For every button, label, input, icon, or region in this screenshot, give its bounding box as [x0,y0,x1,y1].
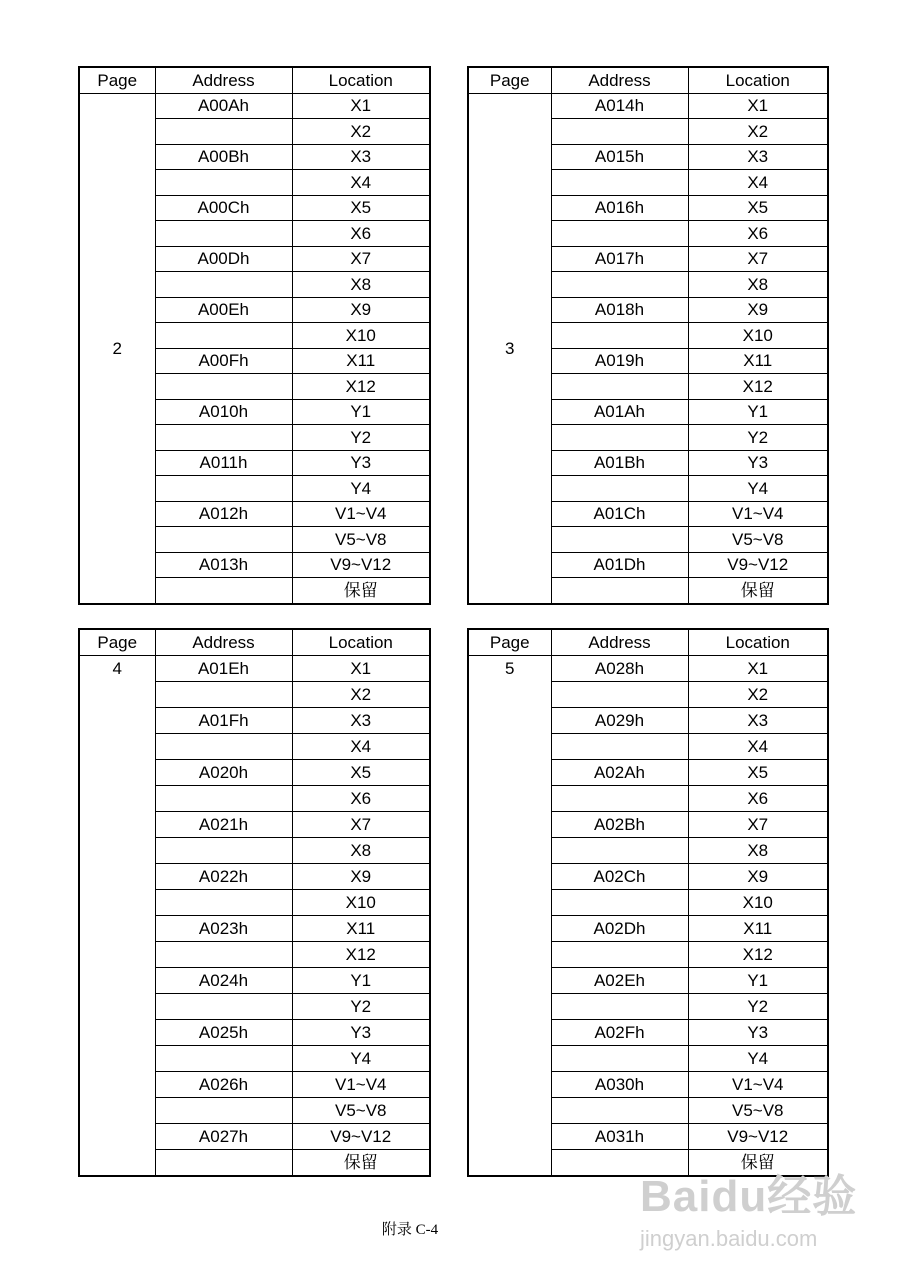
address-cell [155,578,292,604]
address-cell: A016h [551,195,688,221]
address-cell [155,527,292,553]
location-cell: X9 [292,297,430,323]
location-cell: 保留 [688,578,828,604]
location-cell: X6 [688,221,828,247]
address-cell [155,425,292,451]
address-cell [551,578,688,604]
location-cell: X10 [688,323,828,349]
location-cell: X1 [688,656,828,682]
address-cell [155,476,292,502]
location-cell: X8 [292,272,430,298]
location-cell: X9 [688,297,828,323]
location-cell: Y2 [292,993,430,1019]
location-cell: X3 [292,144,430,170]
address-cell: A011h [155,450,292,476]
page-number-cell: 2 [79,93,155,604]
address-cell [551,272,688,298]
col-header-location: Location [292,67,430,93]
page-number-cell: 5 [468,656,551,1177]
address-cell: A028h [551,656,688,682]
location-cell: Y2 [292,425,430,451]
address-cell: A02Dh [551,915,688,941]
address-cell [551,221,688,247]
address-cell [551,119,688,145]
location-cell: Y4 [292,476,430,502]
header-row [79,629,430,656]
address-cell: A026h [155,1071,292,1097]
address-cell: A025h [155,1019,292,1045]
address-cell: A013h [155,552,292,578]
col-header-address: Address [155,67,292,93]
location-cell: X7 [688,811,828,837]
address-cell: A01Dh [551,552,688,578]
location-cell: X7 [292,811,430,837]
location-cell: X7 [292,246,430,272]
address-cell [551,889,688,915]
address-cell [551,993,688,1019]
address-cell: A010h [155,399,292,425]
location-cell: X12 [292,374,430,400]
col-header-page: Page [468,629,551,656]
address-cell [551,837,688,863]
address-cell: A01Bh [551,450,688,476]
location-cell: Y1 [688,967,828,993]
location-cell: X3 [292,707,430,733]
col-header-page: Page [79,629,155,656]
address-cell [155,837,292,863]
address-cell [155,733,292,759]
address-cell: A022h [155,863,292,889]
location-cell: X11 [688,348,828,374]
address-cell [155,272,292,298]
address-cell: A00Ah [155,93,292,119]
address-cell: A02Eh [551,967,688,993]
address-cell: A02Ch [551,863,688,889]
location-cell: V9~V12 [688,552,828,578]
location-cell: 保留 [688,1149,828,1176]
location-cell: X10 [292,323,430,349]
col-header-location: Location [688,629,828,656]
location-cell: X10 [688,889,828,915]
location-cell: X4 [292,170,430,196]
location-cell: Y1 [292,399,430,425]
location-cell: Y4 [688,1045,828,1071]
col-header-address: Address [551,67,688,93]
location-cell: X2 [688,119,828,145]
col-header-page: Page [468,67,551,93]
location-cell: V5~V8 [688,1097,828,1123]
watermark-brand: Baidu经验 [640,1172,858,1221]
address-cell: A020h [155,759,292,785]
address-cell: A02Fh [551,1019,688,1045]
address-cell: A015h [551,144,688,170]
address-cell [155,1045,292,1071]
address-cell [551,785,688,811]
location-cell: Y1 [688,399,828,425]
address-table-page-2 [78,66,431,605]
address-cell: A01Eh [155,656,292,682]
header-row [468,629,828,656]
location-cell: X4 [688,733,828,759]
address-cell [551,323,688,349]
address-table-page-5 [467,628,829,1177]
address-cell: A029h [551,707,688,733]
address-cell [551,374,688,400]
location-cell: X6 [688,785,828,811]
address-cell [155,889,292,915]
address-cell [551,1045,688,1071]
location-cell: X3 [688,144,828,170]
col-header-address: Address [155,629,292,656]
location-cell: X11 [292,915,430,941]
location-cell: X7 [688,246,828,272]
location-cell: X12 [688,941,828,967]
location-cell: 保留 [292,1149,430,1176]
address-cell: A030h [551,1071,688,1097]
address-cell [155,119,292,145]
address-cell: A01Ah [551,399,688,425]
header-row [468,67,828,93]
address-cell [155,941,292,967]
address-cell: A014h [551,93,688,119]
address-cell [551,1149,688,1176]
address-cell [155,993,292,1019]
location-cell: V5~V8 [688,527,828,553]
address-cell: A019h [551,348,688,374]
location-cell: V1~V4 [292,501,430,527]
address-cell: A00Fh [155,348,292,374]
address-cell [551,733,688,759]
col-header-address: Address [551,629,688,656]
address-cell: A027h [155,1123,292,1149]
location-cell: X2 [292,119,430,145]
location-cell: Y3 [292,450,430,476]
location-cell: X12 [688,374,828,400]
table-row [79,93,430,119]
location-cell: X4 [292,733,430,759]
location-cell: X5 [292,195,430,221]
address-cell: A02Bh [551,811,688,837]
location-cell: X8 [688,272,828,298]
address-cell: A02Ah [551,759,688,785]
location-cell: V1~V4 [688,1071,828,1097]
location-cell: Y4 [688,476,828,502]
location-cell: Y2 [688,993,828,1019]
location-cell: X8 [688,837,828,863]
address-cell [551,425,688,451]
page-number-cell: 4 [79,656,155,1177]
location-cell: Y3 [688,450,828,476]
location-cell: Y3 [292,1019,430,1045]
location-cell: X1 [292,656,430,682]
watermark-domain: jingyan.baidu.com [640,1226,818,1251]
address-table-page-4 [78,628,431,1177]
location-cell: Y2 [688,425,828,451]
table-row [468,656,828,682]
address-cell [551,170,688,196]
address-table-page-3 [467,66,829,605]
location-cell: V9~V12 [292,552,430,578]
location-cell: V1~V4 [292,1071,430,1097]
address-cell: A023h [155,915,292,941]
location-cell: X5 [688,195,828,221]
address-cell: A00Bh [155,144,292,170]
address-cell [155,323,292,349]
location-cell: X5 [688,759,828,785]
address-cell [155,374,292,400]
location-cell: Y3 [688,1019,828,1045]
location-cell: Y4 [292,1045,430,1071]
address-cell: A021h [155,811,292,837]
address-cell [551,476,688,502]
address-cell: A024h [155,967,292,993]
location-cell: X11 [688,915,828,941]
location-cell: X3 [688,707,828,733]
location-cell: X1 [292,93,430,119]
address-cell: A01Fh [155,707,292,733]
col-header-location: Location [292,629,430,656]
location-cell: V1~V4 [688,501,828,527]
location-cell: X10 [292,889,430,915]
address-cell: A01Ch [551,501,688,527]
address-cell: A00Eh [155,297,292,323]
location-cell: X1 [688,93,828,119]
address-cell [551,527,688,553]
page-number-cell: 3 [468,93,551,604]
address-cell [155,170,292,196]
location-cell: V9~V12 [292,1123,430,1149]
location-cell: V9~V12 [688,1123,828,1149]
location-cell: X6 [292,785,430,811]
location-cell: V5~V8 [292,527,430,553]
location-cell: X9 [688,863,828,889]
address-cell: A018h [551,297,688,323]
location-cell: X2 [292,681,430,707]
table-row [468,93,828,119]
address-cell [155,1097,292,1123]
address-cell [155,1149,292,1176]
location-cell: V5~V8 [292,1097,430,1123]
address-cell [551,1097,688,1123]
col-header-page: Page [79,67,155,93]
location-cell: X8 [292,837,430,863]
address-cell: A00Ch [155,195,292,221]
address-cell [155,221,292,247]
location-cell: X4 [688,170,828,196]
address-cell: A012h [155,501,292,527]
address-cell [551,681,688,707]
footer-page-label: 附录 C-4 [381,1222,439,1238]
address-cell [155,681,292,707]
header-row [79,67,430,93]
location-cell: X11 [292,348,430,374]
location-cell: 保留 [292,578,430,604]
location-cell: X6 [292,221,430,247]
address-cell: A031h [551,1123,688,1149]
address-cell: A00Dh [155,246,292,272]
location-cell: Y1 [292,967,430,993]
address-cell: A017h [551,246,688,272]
col-header-location: Location [688,67,828,93]
location-cell: X2 [688,681,828,707]
location-cell: X5 [292,759,430,785]
table-row [79,656,430,682]
address-cell [155,785,292,811]
location-cell: X12 [292,941,430,967]
location-cell: X9 [292,863,430,889]
address-cell [551,941,688,967]
